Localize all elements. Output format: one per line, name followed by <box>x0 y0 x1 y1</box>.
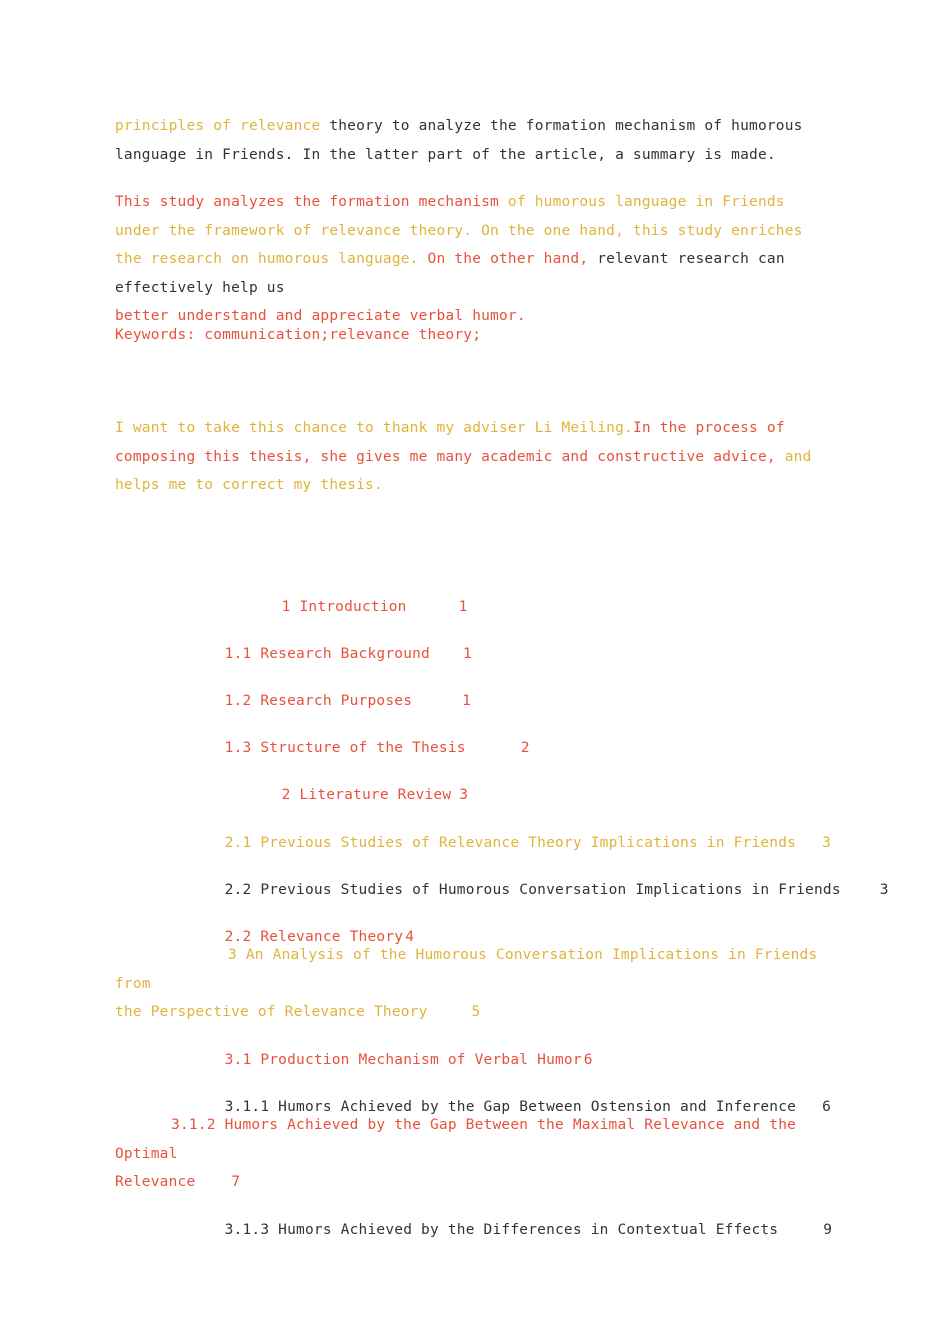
toc-entry-title: 3 An Analysis of the Humorous Conversation Implications in Friends from <box>115 947 818 992</box>
significance-paragraph <box>115 188 835 331</box>
toc-entry-page: 1 <box>462 645 472 662</box>
toc-entry-title: 1 Introduction <box>281 598 407 615</box>
abstract-text-highlight: principles of relevance <box>115 118 321 134</box>
acknowledgement-text-3: and helps me to correct my thesis. <box>115 448 812 493</box>
toc-entry-title: 1.2 Research Purposes <box>224 692 413 709</box>
toc-entry-page: 2 <box>520 739 530 756</box>
toc-entry-title: 3.1 Production Mechanism of Verbal Humor <box>224 1051 582 1068</box>
acknowledgement-text-1: I want to take this chance to thank my adviser Li Meiling. <box>115 420 633 436</box>
keywords-line: Keywords: communication;relevance theory; <box>115 327 482 343</box>
toc-entry-title: 2.2 Previous Studies of Humorous Conversation Implications in Friends <box>224 881 841 898</box>
toc-entry-page: 7 <box>231 1174 241 1190</box>
toc-entry-title: 2.1 Previous Studies of Relevance Theory Implications in Friends <box>224 834 797 851</box>
toc-entry-title: 2 Literature Review <box>281 786 452 803</box>
toc-entry-title: 2.2 Relevance Theory <box>224 928 404 945</box>
toc-entry-title-continued: the Perspective of Relevance Theory <box>115 1004 428 1020</box>
toc-entry-page: 4 <box>405 928 415 945</box>
significance-text-1: This study analyzes the formation mechanism <box>115 194 499 210</box>
abstract-tail-paragraph <box>115 112 835 169</box>
significance-text-5: better understand and appreciate verbal humor. <box>115 308 526 324</box>
abstract-text: theory to analyze the formation mechanism of humorous language in Friends. In the latter part of the article, a summary is made. <box>115 118 803 163</box>
toc-entry-page: 3 <box>879 881 889 898</box>
toc-entry-title: 3.1.1 Humors Achieved by the Gap Between Ostension and Inference <box>224 1098 797 1115</box>
significance-text-4: relevant research can effectively help us <box>115 251 785 296</box>
toc-entry-page: 1 <box>462 692 472 709</box>
toc-entry-page: 6 <box>822 1098 832 1115</box>
toc-entry-page: 5 <box>471 1004 481 1020</box>
acknowledgement-paragraph <box>115 414 835 500</box>
toc-entry-page: 3 <box>822 834 832 851</box>
toc-entry[interactable] <box>115 941 835 1027</box>
toc-entry-title-continued: Relevance <box>115 1174 196 1190</box>
toc-entry[interactable] <box>171 1187 832 1273</box>
toc-entry-page: 3 <box>459 786 469 803</box>
significance-text-3: On the other hand, <box>418 251 589 267</box>
acknowledgement-text-2: In the process of composing this thesis, she gives me many academic and constructive advice, <box>115 420 785 465</box>
toc-entry-page: 1 <box>458 598 468 615</box>
toc-entry-page: 6 <box>583 1051 593 1068</box>
toc-entry-page: 9 <box>823 1221 833 1238</box>
significance-text-2: of humorous language in Friends under the framework of relevance theory. On the one hand, this study enriches the research on humorous language. <box>115 194 803 267</box>
toc-entry-title: 1.3 Structure of the Thesis <box>224 739 466 756</box>
toc-entry-title: 1.1 Research Background <box>224 645 430 662</box>
toc-entry[interactable] <box>115 1111 835 1197</box>
toc-entry-title: 3.1.3 Humors Achieved by the Differences in Contextual Effects <box>224 1221 779 1238</box>
toc-entry-title: 3.1.2 Humors Achieved by the Gap Between the Maximal Relevance and the Optimal <box>115 1117 797 1162</box>
